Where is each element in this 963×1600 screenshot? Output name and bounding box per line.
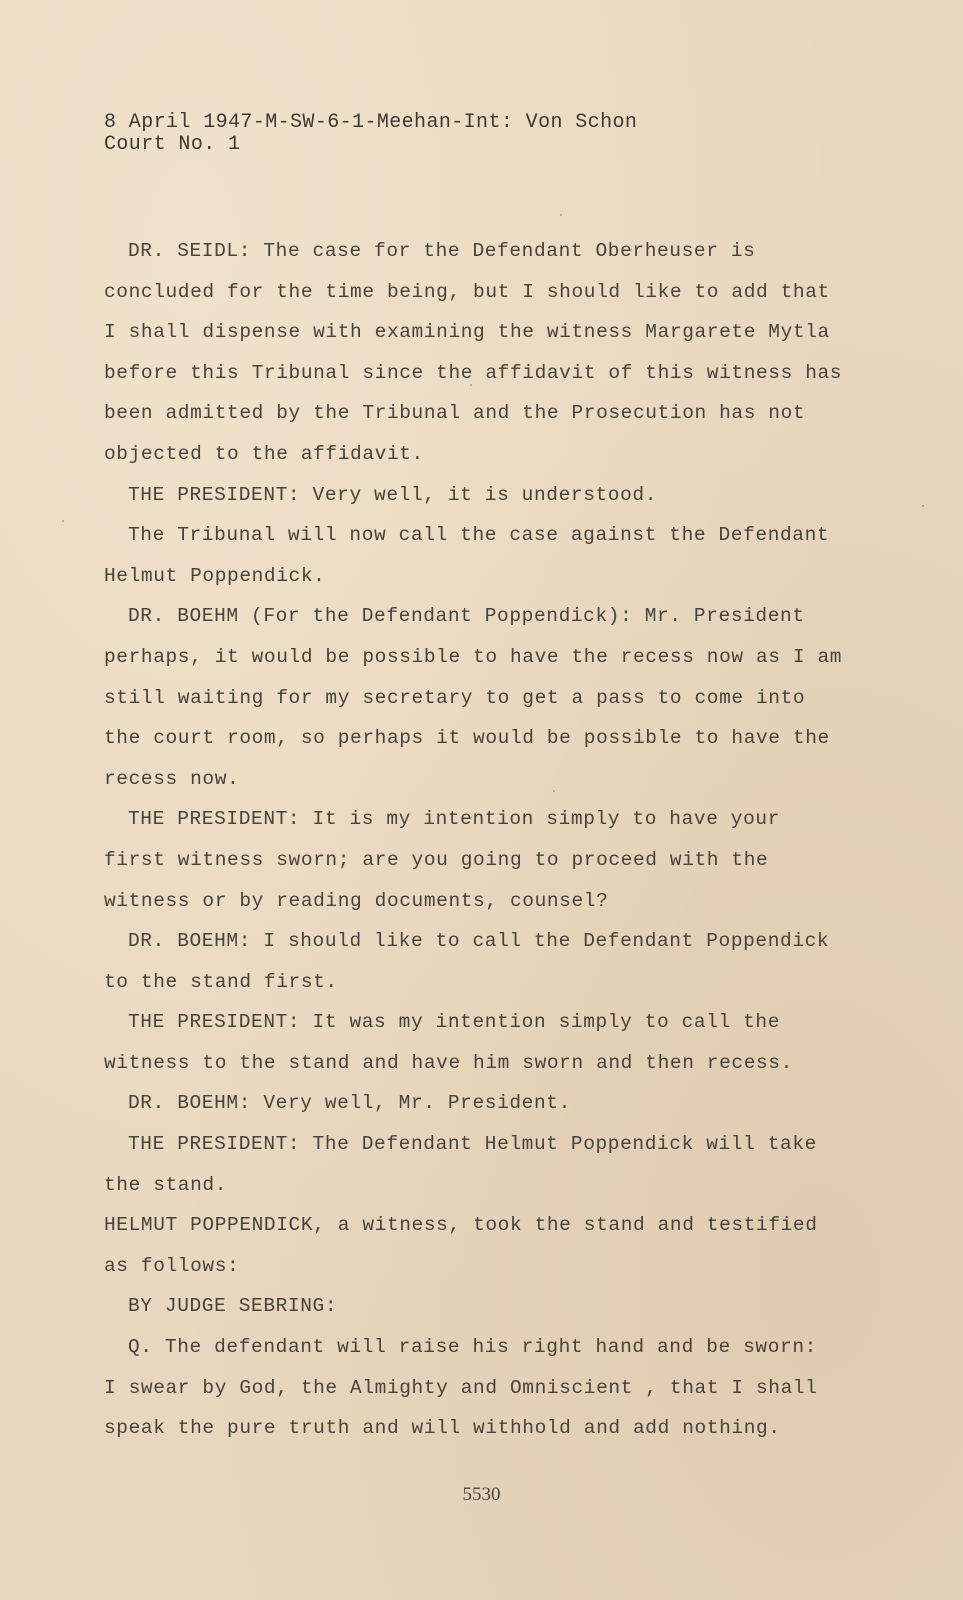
examination-heading: [104, 1286, 844, 1327]
speaker-label: DR. SEIDL:: [128, 240, 252, 262]
document-header: [104, 112, 637, 156]
transcript-paragraph: [104, 231, 844, 475]
transcript-paragraph: [104, 475, 844, 516]
paper-speck: [560, 214, 562, 216]
paragraph-text: The case for the Defendant Oberheuser is concluded for the time being, but I should like to add that I shall dispense with examining the witness Margarete Mytla before this Tribunal since the affidavit of this witness has been admitted by the Tribunal and the Prosecution has not objected to the affidavit.: [104, 240, 843, 465]
speaker-label: Q.: [128, 1336, 153, 1359]
transcript-paragraph: [104, 1327, 844, 1368]
transcript-paragraph: [104, 515, 844, 596]
page-number: 5530: [462, 1484, 501, 1505]
paragraph-text: Very well, Mr. President.: [263, 1092, 571, 1115]
speaker-label: THE PRESIDENT:: [128, 808, 301, 831]
paragraph-text: Very well, it is understood.: [312, 483, 657, 506]
transcript-paragraph: [104, 596, 844, 799]
speaker-label: THE PRESIDENT:: [128, 1011, 301, 1034]
speaker-label: HELMUT POPPENDICK,: [104, 1214, 326, 1237]
speaker-label: BY JUDGE SEBRING:: [128, 1295, 338, 1318]
oath-paragraph: [104, 1368, 844, 1449]
transcript-paragraph: [104, 921, 844, 1002]
paper-speck: [62, 520, 64, 522]
paragraph-text: The Tribunal will now call the case against the Defendant Helmut Poppendick.: [104, 524, 830, 587]
transcript-paragraph: [104, 1002, 844, 1083]
speaker-label: DR. BOEHM:: [128, 1092, 252, 1115]
transcript-paragraph: [104, 1083, 844, 1124]
paragraph-text: The Defendant Helmut Poppendick will take the stand.: [104, 1133, 817, 1196]
paragraph-text: Mr. President perhaps, it would be possible to have the recess now as I am still waiting for my secretary to get a pass to come into the court room, so perhaps it would be possible to have the recess now.: [104, 605, 843, 790]
speaker-label: DR. BOEHM (For the Defendant Poppendick):: [128, 605, 633, 628]
paragraph-text: It was my intention simply to call the witness to the stand and have him sworn and then recess.: [104, 1011, 793, 1074]
paper-speck: [922, 505, 924, 507]
transcript-paragraph: [104, 799, 844, 921]
paper-speck: [470, 384, 472, 386]
paragraph-text: I should like to call the Defendant Poppendick to the stand first.: [104, 930, 830, 993]
speaker-label: THE PRESIDENT:: [128, 1133, 301, 1156]
transcript-paragraph: [104, 1124, 844, 1205]
transcript-body: [104, 231, 844, 1449]
header-court-line: Court No. 1: [104, 133, 241, 156]
header-date-line: 8 April 1947-M-SW-6-1-Meehan-Int: Von Schon: [104, 111, 638, 134]
transcript-paragraph: [104, 1205, 844, 1286]
paragraph-text: The defendant will raise his right hand and be sworn:: [164, 1336, 817, 1359]
paragraph-text: I swear by God, the Almighty and Omniscient , that I shall speak the pure truth and will withhold and add nothing.: [104, 1376, 818, 1440]
speaker-label: THE PRESIDENT:: [128, 483, 301, 506]
speaker-label: DR. BOEHM:: [128, 930, 252, 953]
paragraph-text: a witness, took the stand and testified as follows:: [104, 1214, 818, 1277]
paragraph-text: It is my intention simply to have your first witness sworn; are you going to proceed with the witness or by reading documents, counsel?: [104, 808, 781, 912]
paper-speck: [553, 790, 555, 792]
